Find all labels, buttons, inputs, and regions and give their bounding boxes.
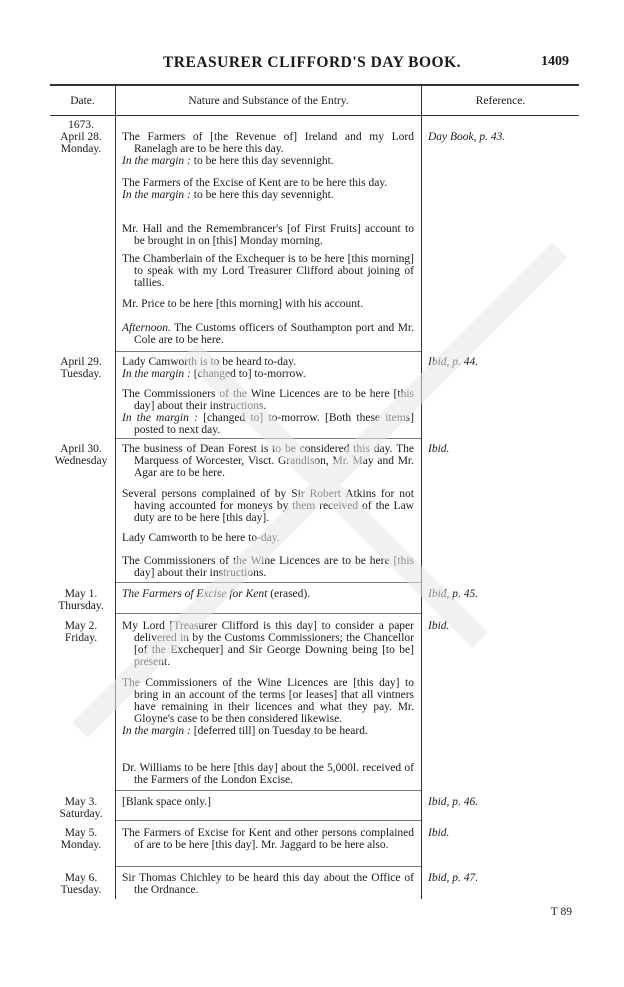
- entry-item: [122, 762, 414, 786]
- entry-text: Mr. Hall and the Remembrancer's [of First Fruits] account to be brought in on [this] Monday morning.: [122, 223, 414, 247]
- date-weekday: Monday.: [60, 839, 102, 851]
- column-header-entry: Nature and Substance of the Entry.: [188, 95, 349, 107]
- date-cell: [50, 131, 112, 155]
- entry-item: [122, 796, 414, 808]
- entry-text: The Chamberlain of the Exchequer is to be here [this morning] to speak with my Lord Treasurer Clifford about joining of tallies.: [122, 253, 414, 289]
- reference-text: Ibid, p. 45.: [428, 588, 479, 600]
- reference-text: Ibid, p. 46.: [428, 796, 479, 808]
- date-cell: [50, 620, 112, 644]
- date-cell: [50, 356, 112, 380]
- margin-label: In the margin :: [122, 725, 191, 737]
- reference-cell: [428, 588, 578, 600]
- margin-text: to be here this day sevennight.: [190, 155, 334, 167]
- entry-text: The Farmers of the Excise of Kent are to be here this day.: [122, 177, 388, 189]
- date-weekday: Wednesday: [54, 455, 108, 467]
- date-weekday: Tuesday.: [60, 368, 102, 380]
- row-rule: [116, 613, 421, 614]
- margin-text: [deferred till] on Tuesday to be heard.: [190, 725, 368, 737]
- entry-item: [122, 298, 414, 310]
- year-label: 1673.: [68, 119, 94, 131]
- entry-item: [122, 677, 414, 737]
- reference-cell: [428, 620, 578, 632]
- entry-text: The Farmers of Excise for Kent and other persons complained of are to be here [this day]. Mr. Jaggard to be here also.: [122, 827, 414, 851]
- entry-item: [122, 620, 414, 668]
- signature-mark: T 89: [550, 906, 572, 918]
- entry-text: The Farmers of [the Revenue of] Ireland and my Lord Ranelagh are to be here this day.: [122, 131, 414, 155]
- entry-item: [122, 827, 414, 851]
- entry-item: [122, 253, 414, 289]
- entry-item: [122, 555, 414, 579]
- row-rule: [116, 582, 421, 583]
- row-rule: [116, 351, 421, 352]
- entry-text: Several persons complained of by Sir Robert Atkins for not having accounted for moneys by them received of the Law duty are to be here [this day].: [122, 488, 414, 524]
- date-cell: [50, 827, 112, 851]
- date-day: April 29.: [60, 356, 102, 368]
- date-weekday: Tuesday.: [60, 884, 102, 896]
- entry-text: Lady Camworth is to be heard to-day.: [122, 356, 296, 368]
- date-cell: [50, 588, 112, 612]
- date-weekday: Thursday.: [58, 600, 104, 612]
- entry-item: [122, 322, 414, 346]
- entry-item: [122, 588, 414, 600]
- column-header-reference: Reference.: [475, 95, 526, 107]
- entry-item: [122, 131, 414, 167]
- margin-label: In the margin :: [122, 368, 191, 380]
- date-cell: [50, 872, 112, 896]
- reference-cell: [428, 356, 578, 368]
- reference-text: Ibid.: [428, 443, 450, 455]
- date-weekday: Saturday.: [59, 808, 103, 820]
- date-day: May 6.: [64, 872, 98, 884]
- margin-text: to be here this day sevennight.: [190, 189, 334, 201]
- entry-italic: The Farmers of Excise for Kent: [122, 588, 268, 600]
- reference-cell: [428, 827, 578, 839]
- margin-label: In the margin :: [122, 412, 198, 424]
- row-rule: [116, 438, 421, 439]
- date-day: April 28.: [60, 131, 102, 143]
- column-divider-right: [421, 84, 422, 899]
- margin-label: In the margin :: [122, 155, 191, 167]
- entry-text: The Commissioners of the Wine Licences are [this day] to bring in an account of the terms [or leases] that all vintners have remaining in their licences and what they pay. Mr. Gloyne's case to be then considered likewise.: [122, 677, 414, 725]
- entry-text: My Lord [Treasurer Clifford is this day] to consider a paper delivered in by the Customs Commissioners; the Chancellor [of the Exchequer] and Sir George Downing being [to be] present.: [122, 620, 414, 668]
- entry-text: The Commissioners of the Wine Licences are to be here [this day] about their instructions.: [122, 555, 414, 579]
- date-day: May 5.: [64, 827, 98, 839]
- row-rule: [116, 866, 421, 867]
- date-day: May 2.: [64, 620, 98, 632]
- table-top-rule: [50, 84, 579, 86]
- date-weekday: Friday.: [64, 632, 98, 644]
- reference-text: Ibid, p. 44.: [428, 356, 479, 368]
- column-header-date: Date.: [70, 95, 95, 107]
- entry-item: [122, 488, 414, 524]
- reference-cell: [428, 131, 578, 143]
- margin-text: [changed to] to-morrow.: [190, 368, 306, 380]
- entry-text: Sir Thomas Chichley to be heard this day about the Office of the Ordnance.: [122, 872, 414, 896]
- row-rule: [116, 790, 421, 791]
- entry-item: [122, 356, 414, 380]
- entry-text: [Blank space only.]: [122, 796, 211, 808]
- entry-text: Lady Camworth to be here to-day.: [122, 532, 280, 544]
- entry-text: Mr. Price to be here [this morning] with his account.: [122, 298, 364, 310]
- entry-text: The Customs officers of Southampton port and Mr. Cole are to be here.: [134, 322, 414, 346]
- margin-label: In the margin :: [122, 189, 191, 201]
- entry-item: [122, 532, 414, 544]
- reference-cell: [428, 443, 578, 455]
- date-cell: [50, 796, 112, 820]
- entry-label: Afternoon.: [122, 322, 171, 334]
- entry-item: [122, 223, 414, 247]
- entry-text: Dr. Williams to be here [this day] about the 5,000l. received of the Farmers of the London Excise.: [122, 762, 414, 786]
- column-divider-left: [115, 84, 116, 899]
- date-day: April 30.: [60, 443, 102, 455]
- margin-text: [changed to] to-morrow. [Both these items] posted to next day.: [134, 412, 414, 436]
- entry-item: [122, 872, 414, 896]
- entry-item: [122, 443, 414, 479]
- reference-text: Ibid.: [428, 620, 450, 632]
- date-day: May 1.: [64, 588, 98, 600]
- row-rule: [116, 820, 421, 821]
- date-cell: [50, 443, 112, 467]
- date-day: May 3.: [64, 796, 98, 808]
- page-header: [0, 54, 624, 76]
- running-title: TREASURER CLIFFORD'S DAY BOOK.: [162, 54, 462, 71]
- entry-text: The business of Dean Forest is to be considered this day. The Marquess of Worcester, Visct. Grandison, Mr. May and Mr. Agar are to be here.: [122, 443, 414, 479]
- reference-text: Day Book, p. 43.: [428, 131, 506, 143]
- entry-text: (erased).: [267, 588, 311, 600]
- reference-text: Ibid, p. 47.: [428, 872, 479, 884]
- entry-item: [122, 177, 414, 201]
- entry-item: [122, 388, 414, 436]
- date-weekday: Monday.: [60, 143, 102, 155]
- entry-text: The Commissioners of the Wine Licences are to be here [this day] about their instructions.: [122, 388, 414, 412]
- page-number: 1409: [541, 54, 569, 69]
- reference-text: Ibid.: [428, 827, 450, 839]
- header-bottom-rule: [50, 115, 579, 116]
- reference-cell: [428, 796, 578, 808]
- reference-cell: [428, 872, 578, 884]
